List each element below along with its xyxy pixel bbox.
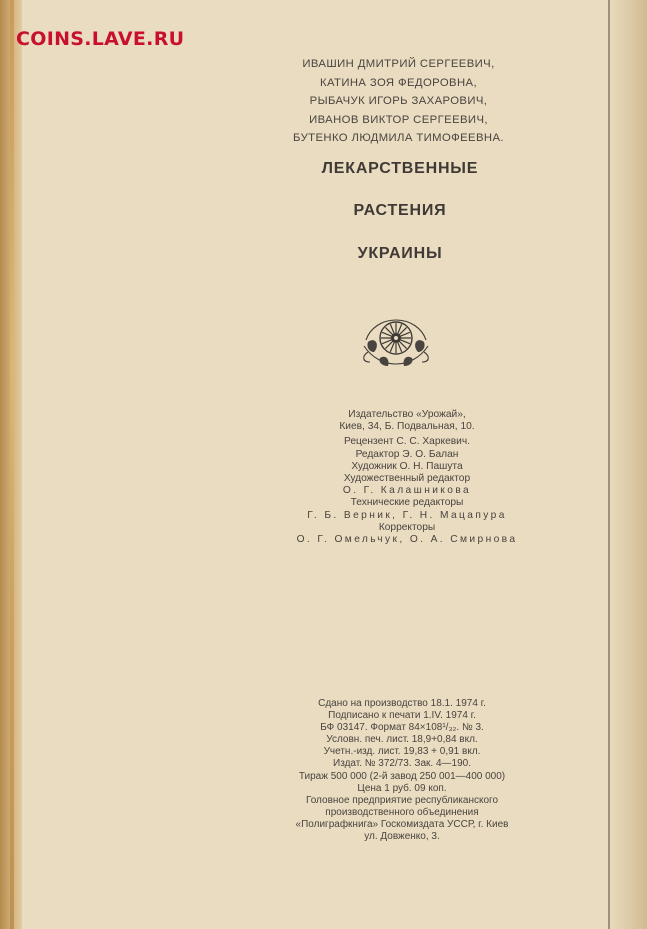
correctors-label: Корректоры bbox=[378, 521, 436, 533]
imprint-line: Сдано на производство 18.1. 1974 г. bbox=[318, 698, 486, 709]
imprint-block bbox=[268, 698, 536, 843]
author-line: ИВАНОВ ВИКТОР СЕРГЕЕВИЧ, bbox=[309, 113, 488, 126]
imprint-line: производственного объединения bbox=[325, 806, 479, 818]
imprint-line: Подписано к печати 1.IV. 1974 г. bbox=[328, 710, 476, 722]
author-line: КАТИНА ЗОЯ ФЕДОРОВНА, bbox=[319, 76, 478, 89]
publisher-line: Издательство «Урожай», bbox=[348, 409, 466, 420]
tech-editors-names: Г. Б. Верник, Г. Н. Мацапура bbox=[307, 509, 507, 521]
art-editor-name: О. Г. Калашникова bbox=[342, 485, 472, 497]
imprint-line: Издат. № 372/73. Зак. 4—190. bbox=[333, 758, 471, 770]
art-editor-label: Художественный редактор bbox=[343, 473, 471, 485]
watermark: COINS.LAVE.RU bbox=[16, 28, 185, 50]
imprint-line: БФ 03147. Формат 84×108¹/₃₂. № 3. bbox=[320, 722, 484, 734]
book-title-line-1: ЛЕКАРСТВЕННЫЕ bbox=[321, 160, 479, 177]
editor-credit: Редактор Э. О. Балан bbox=[355, 448, 459, 460]
imprint-line: Условн. печ. лист. 18,9+0,84 вкл. bbox=[326, 734, 478, 746]
imprint-line: ул. Довженко, 3. bbox=[364, 831, 440, 843]
imprint-line: Учетн.-изд. лист. 19,83 + 0,91 вкл. bbox=[323, 746, 481, 758]
author-line: БУТЕНКО ЛЮДМИЛА ТИМОФЕЕВНА. bbox=[293, 132, 504, 144]
imprint-line: Головное предприятие республиканского bbox=[305, 794, 499, 806]
imprint-line: Тираж 500 000 (2-й завод 250 001—400 000) bbox=[298, 770, 506, 782]
publisher-flower-emblem-icon bbox=[360, 306, 432, 370]
tech-editors-label: Технические редакторы bbox=[350, 497, 464, 509]
authors-list bbox=[286, 55, 511, 148]
reviewer-credit: Рецензент С. С. Харкевич. bbox=[343, 436, 470, 448]
imprint-line: Цена 1 руб. 09 коп. bbox=[357, 782, 447, 794]
imprint-line: «Полиграфкнига» Госкомиздата УССР, г. Киев bbox=[295, 818, 509, 830]
book-spine-shadow bbox=[10, 0, 14, 929]
correctors-names: О. Г. Омельчук, О. А. Смирнова bbox=[296, 534, 518, 546]
book-title-line-3: УКРАИНЫ bbox=[357, 245, 443, 262]
author-line: ИВАШИН ДМИТРИЙ СЕРГЕЕВИЧ, bbox=[302, 58, 495, 70]
page-fold-line bbox=[608, 0, 610, 929]
author-line: РЫБАЧУК ИГОРЬ ЗАХАРОВИЧ, bbox=[309, 95, 488, 107]
book-title-line-2: РАСТЕНИЯ bbox=[353, 202, 447, 219]
artist-credit: Художник О. Н. Пашута bbox=[351, 460, 463, 472]
page-right-edge bbox=[607, 0, 647, 929]
publisher-address: Киев, 34, Б. Подвальная, 10. bbox=[339, 421, 475, 433]
credits-block bbox=[262, 409, 552, 546]
